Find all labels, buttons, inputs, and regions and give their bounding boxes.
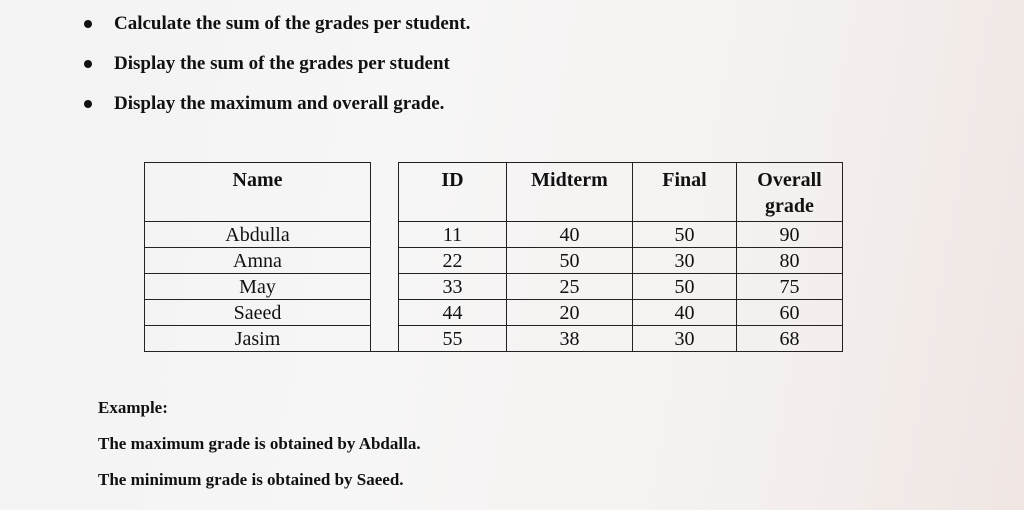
bullet-icon (84, 20, 92, 28)
table-spacer-cell (371, 163, 399, 222)
cell-overall: 75 (737, 274, 843, 300)
header-midterm: Midterm (507, 163, 633, 222)
header-overall: Overall grade (737, 163, 843, 222)
table-spacer-cell (371, 248, 399, 274)
cell-overall: 80 (737, 248, 843, 274)
cell-name: Jasim (145, 326, 371, 352)
bullet-icon (84, 100, 92, 108)
grades-table (144, 162, 843, 352)
cell-overall: 90 (737, 222, 843, 248)
example-line-max: The maximum grade is obtained by Abdalla. (98, 434, 421, 453)
cell-id: 33 (399, 274, 507, 300)
cell-id: 44 (399, 300, 507, 326)
instruction-text: Calculate the sum of the grades per student. (114, 13, 471, 34)
cell-midterm: 38 (507, 326, 633, 352)
cell-name: Abdulla (145, 222, 371, 248)
cell-name: Saeed (145, 300, 371, 326)
table-row (145, 326, 843, 352)
cell-overall: 60 (737, 300, 843, 326)
instruction-item (80, 50, 470, 90)
table-row (145, 300, 843, 326)
instruction-list (80, 10, 470, 130)
cell-final: 30 (633, 248, 737, 274)
table-row (145, 222, 843, 248)
cell-final: 30 (633, 326, 737, 352)
cell-midterm: 25 (507, 274, 633, 300)
instruction-text: Display the maximum and overall grade. (114, 93, 445, 114)
instruction-item (80, 10, 470, 50)
example-heading: Example: (98, 398, 168, 417)
cell-id: 22 (399, 248, 507, 274)
cell-final: 40 (633, 300, 737, 326)
table-spacer-cell (371, 222, 399, 248)
cell-final: 50 (633, 274, 737, 300)
table-spacer-cell (371, 326, 399, 352)
table-row (145, 274, 843, 300)
cell-overall: 68 (737, 326, 843, 352)
header-name: Name (145, 163, 371, 222)
instruction-item (80, 90, 470, 130)
cell-final: 50 (633, 222, 737, 248)
instruction-text: Display the sum of the grades per student (114, 53, 450, 74)
cell-id: 11 (399, 222, 507, 248)
cell-midterm: 20 (507, 300, 633, 326)
example-line-min: The minimum grade is obtained by Saeed. (98, 470, 404, 489)
header-final: Final (633, 163, 737, 222)
cell-id: 55 (399, 326, 507, 352)
cell-name: Amna (145, 248, 371, 274)
header-id: ID (399, 163, 507, 222)
table-row (145, 248, 843, 274)
table-header-row (145, 163, 843, 222)
bullet-icon (84, 60, 92, 68)
cell-midterm: 40 (507, 222, 633, 248)
example-block (98, 396, 421, 504)
table-spacer-cell (371, 274, 399, 300)
table-spacer-cell (371, 300, 399, 326)
cell-name: May (145, 274, 371, 300)
cell-midterm: 50 (507, 248, 633, 274)
